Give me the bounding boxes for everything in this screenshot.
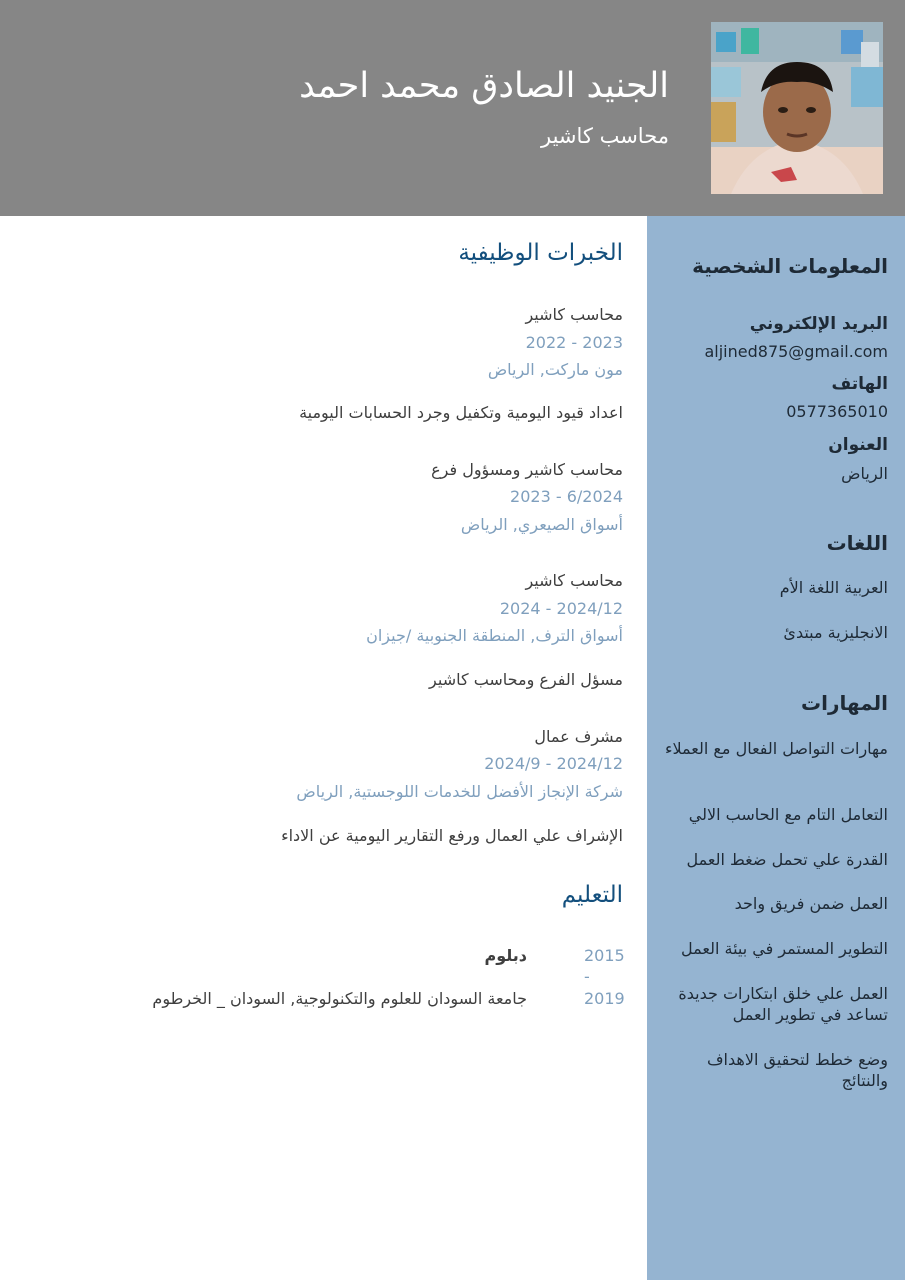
skill-item: القدرة علي تحمل ضغط العمل: [686, 850, 888, 869]
profile-photo: [711, 22, 883, 194]
personal-info-heading: المعلومات الشخصية: [692, 254, 888, 278]
skills-heading: المهارات: [801, 691, 888, 715]
email-value[interactable]: aljined875@gmail.com: [704, 342, 888, 361]
phone-value: 0577365010: [786, 402, 888, 421]
skill-item: العمل علي خلق ابتكارات جديدة تساعد في تطوير العمل: [678, 984, 888, 1024]
job-entry-place: شركة الإنجاز الأفضل للخدمات اللوجستية, الرياض: [296, 782, 623, 801]
education-institution: جامعة السودان للعلوم والتكنولوجية, السودان _ الخرطوم: [152, 989, 527, 1008]
job-entry-dates: 2022 - 2023: [525, 333, 623, 352]
skill-item: التعامل التام مع الحاسب الالي: [688, 805, 888, 824]
skill-item: وضع خطط لتحقيق الاهداف والنتائج: [706, 1050, 888, 1090]
job-entry-description: اعداد قيود اليومية وتكفيل وجرد الحسابات اليومية: [299, 403, 623, 422]
job-entry-place: أسواق الترف, المنطقة الجنوبية /جيزان: [366, 626, 623, 645]
job-entry-description: مسؤل الفرع ومحاسب كاشير: [429, 670, 623, 689]
language-item: الانجليزية مبتدئ: [783, 623, 888, 642]
education-start-year: 2015: [584, 946, 625, 965]
job-entry-title: محاسب كاشير: [525, 305, 623, 324]
full-name: الجنيد الصادق محمد احمد: [299, 66, 669, 106]
skill-item: التطوير المستمر في بيئة العمل: [681, 939, 888, 958]
phone-label: الهاتف: [831, 374, 888, 394]
education-end-year: 2019: [584, 989, 625, 1008]
skill-item: مهارات التواصل الفعال مع العملاء: [664, 739, 888, 758]
education-degree: دبلوم: [484, 946, 527, 965]
job-entry-place: مون ماركت, الرياض: [487, 360, 623, 379]
job-entry-description: الإشراف علي العمال ورفع التقارير اليومية عن الاداء: [281, 826, 623, 845]
languages-heading: اللغات: [826, 531, 888, 555]
job-entry-dates: 2024/9 - 2024/12: [484, 754, 623, 773]
job-entry-title: محاسب كاشير ومسؤول فرع: [431, 460, 623, 479]
education-year-separator: -: [584, 967, 590, 986]
skill-item: العمل ضمن فريق واحد: [734, 894, 888, 913]
sidebar: [647, 216, 905, 1280]
job-title: محاسب كاشير: [540, 124, 669, 148]
header-banner: [0, 0, 905, 216]
education-heading: التعليم: [561, 882, 623, 908]
job-entry-title: مشرف عمال: [534, 727, 623, 746]
job-entry-place: أسواق الصيعري, الرياض: [460, 515, 623, 534]
experience-heading: الخبرات الوظيفية: [458, 240, 623, 266]
email-label: البريد الإلكتروني: [749, 314, 888, 334]
job-entry-title: محاسب كاشير: [525, 571, 623, 590]
job-entry-dates: 2024 - 2024/12: [499, 599, 623, 618]
language-item: العربية اللغة الأم: [779, 578, 888, 597]
address-value: الرياض: [841, 464, 888, 483]
job-entry-dates: 2023 - 6/2024: [510, 487, 623, 506]
address-label: العنوان: [828, 435, 888, 455]
